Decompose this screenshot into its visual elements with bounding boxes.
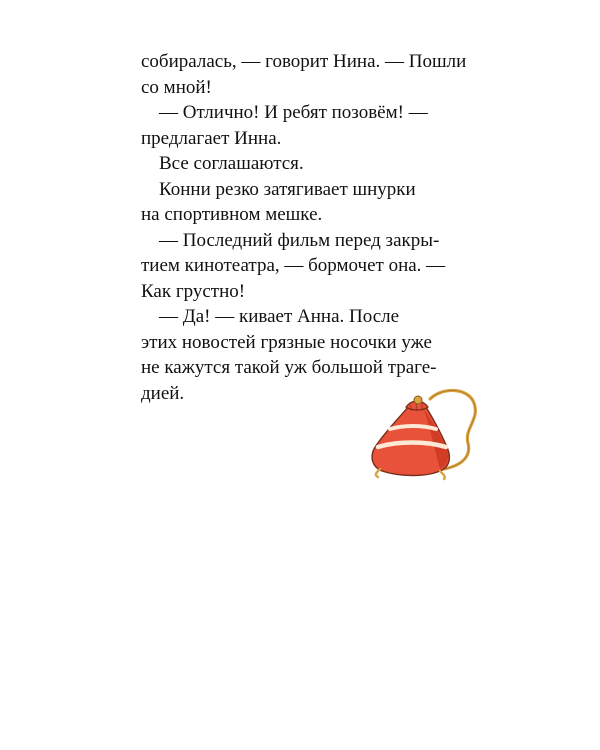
text-line-10: Как грустно! bbox=[141, 280, 246, 302]
text-line-11: — Да! — кивает Анна. После bbox=[159, 306, 400, 327]
text-line-14: дией. bbox=[141, 382, 185, 404]
story-text bbox=[141, 49, 481, 406]
bag-knot bbox=[414, 396, 422, 404]
text-line-8: — Последний фильм перед закры- bbox=[159, 229, 440, 251]
text-line-6: Конни резко затягивает шнурки bbox=[159, 178, 416, 200]
text-line-5: Все соглашаются. bbox=[159, 153, 304, 174]
bag-corner-right bbox=[440, 471, 445, 479]
text-line-9: тием кинотеатра, — бормочет она. — bbox=[141, 255, 446, 276]
drawstring-bag-icon bbox=[360, 385, 490, 481]
text-line-12: этих новостей грязные носочки уже bbox=[141, 331, 432, 353]
text-line-1: собиралась, — говорит Нина. — Пошли bbox=[141, 51, 467, 72]
text-line-7: на спортивном мешке. bbox=[141, 204, 323, 225]
text-line-13: не кажутся такой уж большой траге- bbox=[141, 357, 437, 378]
text-line-4: предлагает Инна. bbox=[141, 127, 282, 149]
text-line-3: — Отлично! И ребят позовём! — bbox=[159, 102, 428, 123]
bag-corner-left bbox=[376, 469, 380, 477]
text-line-2: со мной! bbox=[141, 76, 212, 98]
